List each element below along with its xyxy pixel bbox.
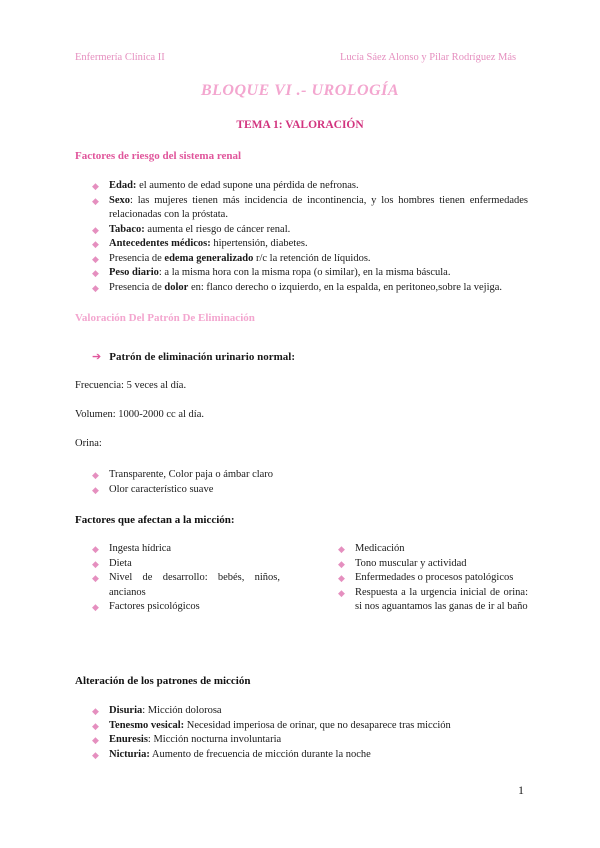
- arrow-right-icon: ➔: [92, 351, 102, 363]
- topic-title: TEMA 1: VALORACIÓN: [236, 119, 364, 131]
- list-item: ◆ Disuria: Micción dolorosa: [90, 704, 528, 719]
- factors-right-list: [336, 542, 528, 615]
- list-item: ◆ Medicación: [336, 542, 528, 557]
- bullet-icon: ◆: [92, 544, 99, 554]
- bullet-icon: ◆: [92, 224, 99, 235]
- bullet-icon: ◆: [338, 544, 345, 554]
- bullet-icon: ◆: [92, 558, 99, 569]
- list-item: ◆ Antecedentes médicos: hipertensión, diabetes.: [90, 237, 528, 252]
- list-item: ◆ Peso diario: a la misma hora con la misma ropa (o similar), en la misma báscula.: [90, 266, 528, 281]
- alterations-heading: Alteración de los patrones de micción: [75, 675, 251, 687]
- bullet-icon: ◆: [92, 573, 99, 583]
- bullet-icon: ◆: [92, 239, 99, 249]
- list-item: ◆ Transparente, Color paja o ámbar claro: [90, 468, 390, 483]
- bullet-icon: ◆: [338, 558, 345, 569]
- bullet-icon: ◆: [92, 268, 99, 278]
- page-number: 1: [518, 783, 524, 797]
- risk-heading: Factores de riesgo del sistema renal: [75, 150, 242, 162]
- list-item: ◆ Tenesmo vesical: Necesidad imperiosa de orinar, que no desaparece tras micción: [90, 719, 528, 734]
- bullet-icon: ◆: [92, 602, 99, 612]
- factors-left-list: [90, 542, 280, 615]
- list-item: ◆ Nivel de desarrollo: bebés, niños, ancianos: [92, 572, 280, 598]
- risk-list: [90, 179, 528, 295]
- factors-heading: Factores que afectan a la micción:: [75, 514, 235, 526]
- list-item: ◆ Factores psicológicos: [90, 600, 280, 615]
- alterations-list: [90, 704, 528, 762]
- list-item: ◆ Dieta: [90, 557, 280, 572]
- header-course: Enfermería Clínica II: [75, 52, 165, 63]
- list-item: ◆ Nicturia: Aumento de frecuencia de micción durante la noche: [90, 748, 528, 763]
- urine-list: [90, 468, 390, 497]
- list-item: ◆ Presencia de edema generalizado r/c la retención de líquidos.: [90, 252, 528, 267]
- bullet-icon: ◆: [92, 282, 99, 293]
- bullet-icon: ◆: [338, 587, 345, 598]
- list-item: ◆ Tabaco: aumenta el riesgo de cáncer renal.: [90, 223, 528, 238]
- list-item: ◆ Sexo: las mujeres tienen más incidencia de incontinencia, y los hombres tienen enfermedades relacionadas con la próstata.: [92, 194, 528, 220]
- bullet-icon: ◆: [92, 470, 99, 480]
- frequency-text: Frecuencia: 5 veces al día.: [75, 380, 187, 391]
- block-title: BLOQUE VI .- UROLOGÍA: [200, 82, 400, 99]
- list-item: ◆ Tono muscular y actividad: [336, 557, 528, 572]
- bullet-icon: ◆: [338, 573, 345, 583]
- bullet-icon: ◆: [92, 253, 99, 264]
- urine-label: Orina:: [75, 438, 102, 449]
- list-item: ◆ Enfermedades o procesos patológicos: [336, 571, 528, 586]
- list-item: ◆ Enuresis: Micción nocturna involuntaria: [90, 733, 528, 748]
- elimination-heading: Valoración Del Patrón De Eliminación: [75, 312, 255, 324]
- bullet-icon: ◆: [92, 749, 99, 760]
- bullet-icon: ◆: [92, 735, 99, 745]
- volume-text: Volumen: 1000-2000 cc al día.: [75, 409, 204, 420]
- list-item: ◆ Presencia de dolor en: flanco derecho o izquierdo, en la espalda, en peritoneo,sobre la vejiga.: [90, 281, 528, 296]
- header-authors: Lucía Sáez Alonso y Pilar Rodríguez Más: [340, 52, 517, 63]
- bullet-icon: ◆: [92, 484, 99, 495]
- bullet-icon: ◆: [92, 706, 99, 716]
- list-item: ◆ Olor característico suave: [90, 483, 390, 498]
- bullet-icon: ◆: [92, 195, 99, 206]
- bullet-icon: ◆: [92, 720, 99, 731]
- bullet-icon: ◆: [92, 181, 99, 191]
- list-item: ◆ Ingesta hídrica: [90, 542, 280, 557]
- list-item: ◆ Respuesta a la urgencia inicial de orina: si nos aguantamos las ganas de ir al baño: [338, 586, 528, 612]
- list-item: ◆ Edad: el aumento de edad supone una pérdida de nefronas.: [90, 179, 528, 194]
- normal-pattern-title: ➔ Patrón de eliminación urinario normal:: [92, 351, 295, 363]
